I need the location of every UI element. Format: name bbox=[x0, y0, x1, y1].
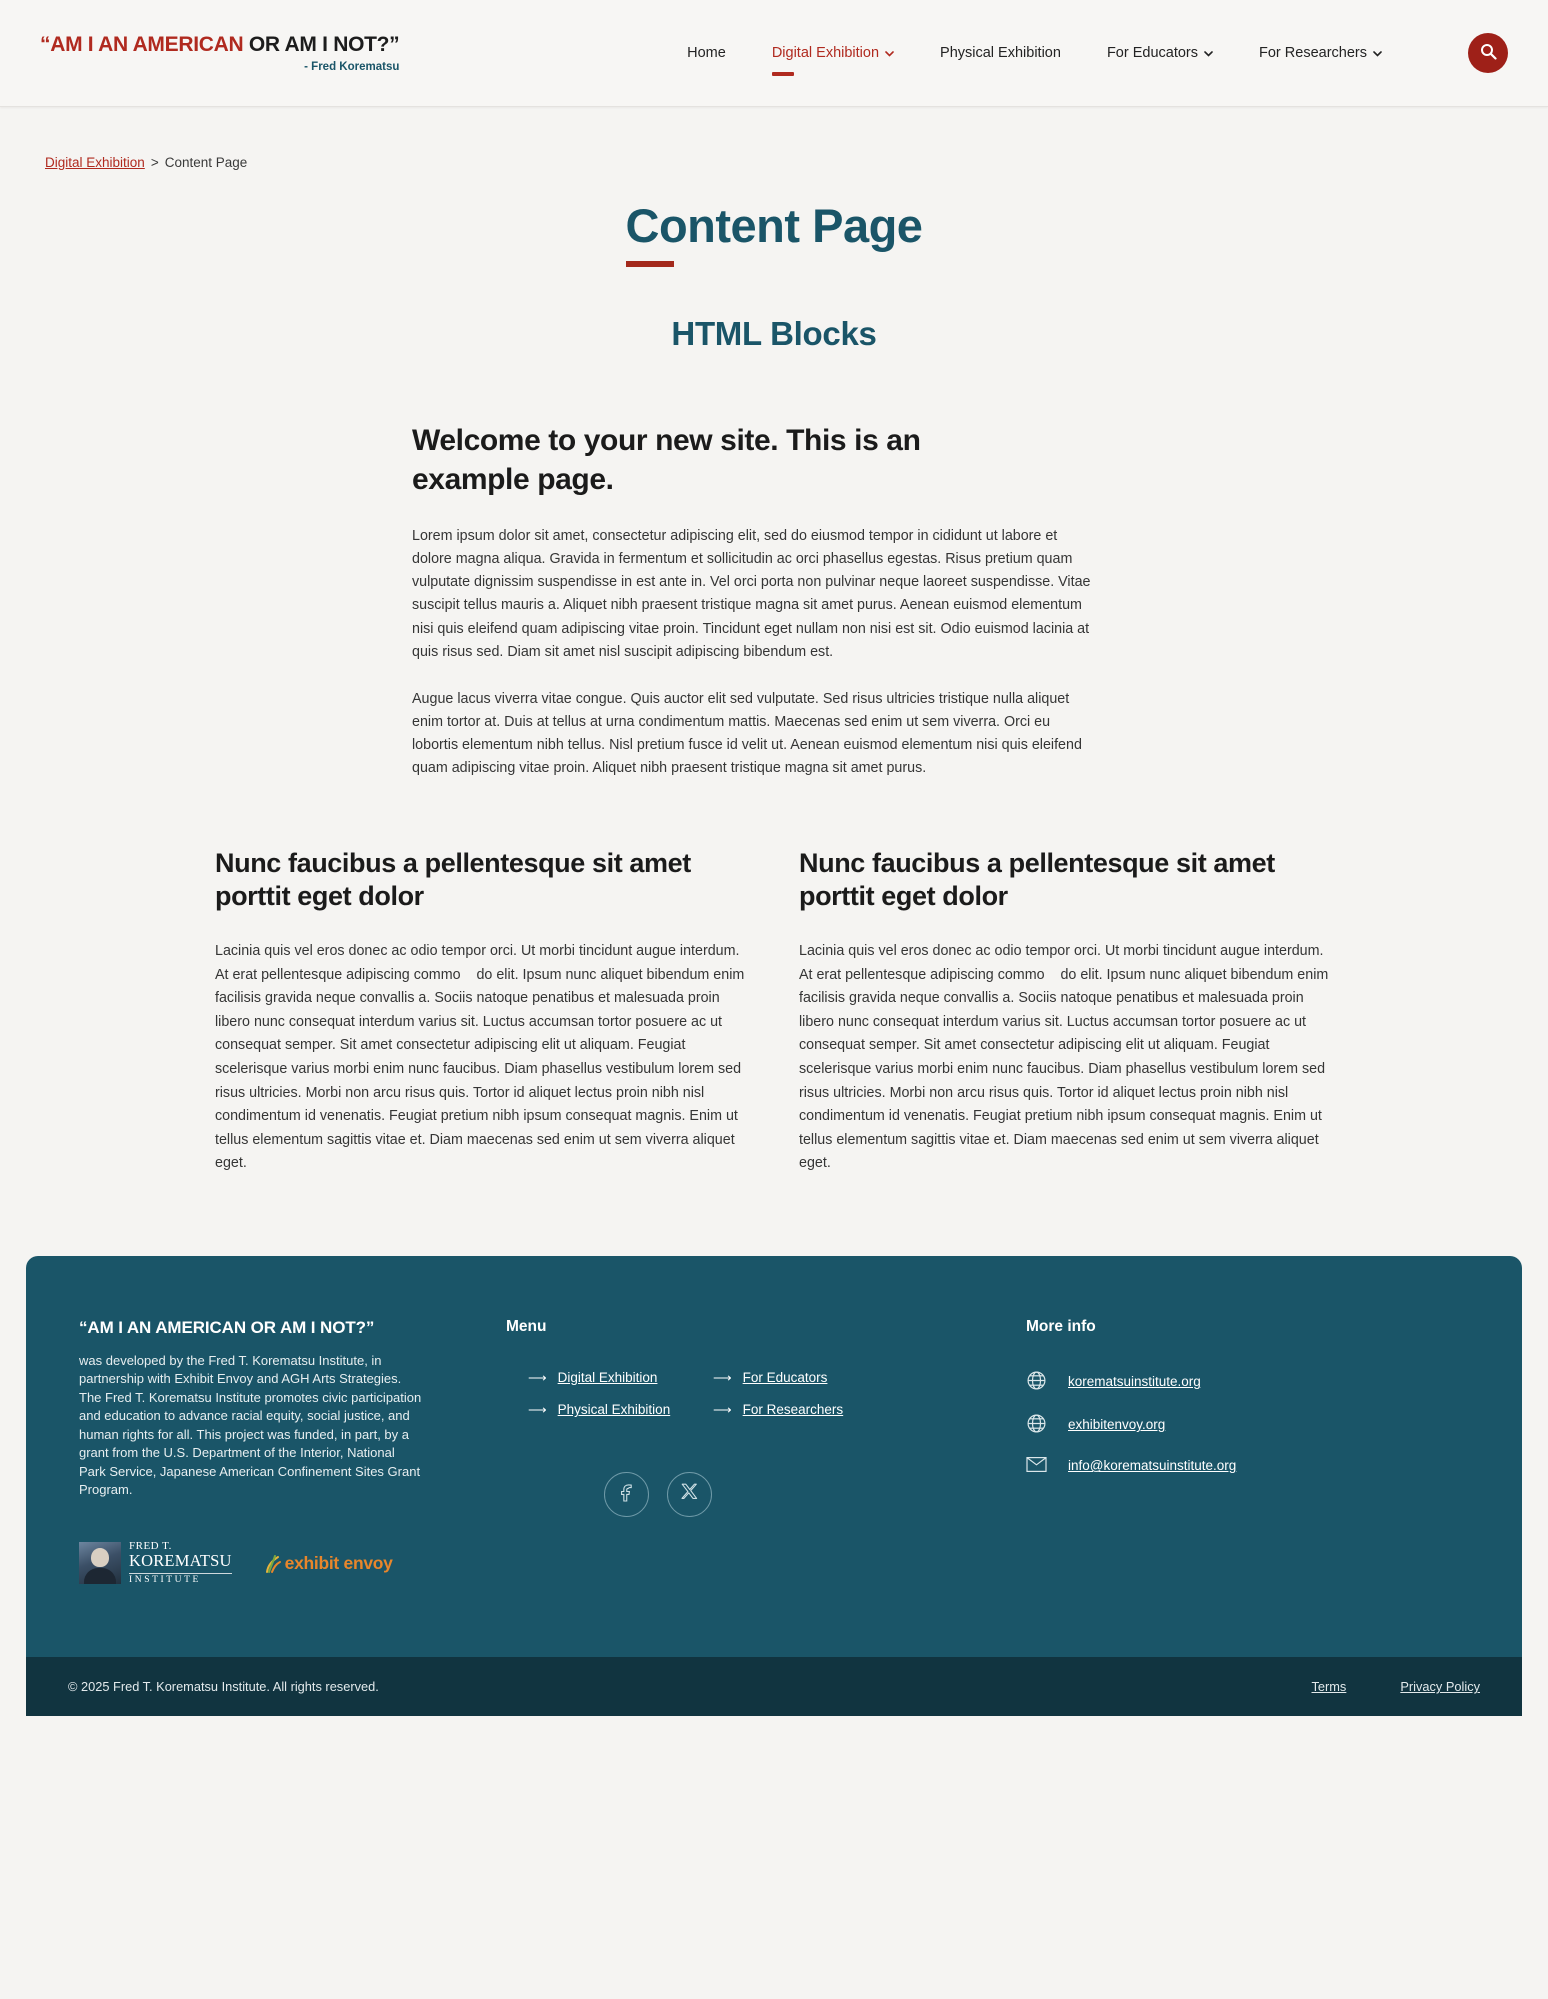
footer-info-label: exhibitenvoy.org bbox=[1068, 1417, 1166, 1433]
footer-menu-subcolumn-1 bbox=[528, 1370, 713, 1418]
nav-item-for-educators[interactable] bbox=[1107, 39, 1213, 67]
page-title-wrapper bbox=[0, 198, 1548, 253]
footer-bottom-bar bbox=[26, 1657, 1522, 1716]
globe-icon bbox=[1026, 1413, 1047, 1437]
breadcrumb bbox=[45, 155, 1548, 170]
site-header bbox=[0, 0, 1548, 107]
footer-quote: “AM I AN AMERICAN OR AM I NOT?” bbox=[79, 1317, 375, 1337]
section-title-html-blocks: HTML Blocks bbox=[671, 315, 877, 352]
footer-partner-logos bbox=[79, 1541, 484, 1585]
exhibit-envoy-logo[interactable] bbox=[264, 1553, 393, 1574]
footer-link-label: Physical Exhibition bbox=[557, 1402, 671, 1418]
column-heading: Nunc faucibus a pellentesque sit amet porttit eget dolor bbox=[215, 847, 691, 912]
privacy-policy-link[interactable]: Privacy Policy bbox=[1400, 1679, 1480, 1695]
footer-columns bbox=[26, 1318, 1522, 1586]
nav-item-label: Physical Exhibition bbox=[940, 45, 1061, 61]
footer-menu-subcolumn-2 bbox=[713, 1370, 898, 1418]
x-twitter-icon bbox=[680, 1482, 699, 1506]
footer-info-list bbox=[1026, 1370, 1494, 1476]
intro-paragraph-2: Augue lacus viverra vitae congue. Quis auctor elit sed vulputate. Sed risus ultricies tristique nulla aliquet enim tortor at. Duis at tellus at urna condimentum mattis. Maecenas sed enim ut sem viverra. Orci eu lobortis elementum nibh tellus. Nisl pretium fusce id velit ut. Aenean euismod elementum nisi quis eleifend quam adipiscing vitae proin. Aliquet nibh praesent tristique magna sit amet purus. bbox=[412, 690, 1082, 777]
arrow-right-icon: ⟶ bbox=[528, 1401, 547, 1417]
column-body: Lacinia quis vel eros donec ac odio tempor orci. Ut morbi tincidunt augue interdum. At erat pellentesque adipiscing commo do elit. Ipsum nunc aliquet bibendum enim facilisis gravida neque convallis a. Sociis natoque penatibus et malesuada proin libero nunc consequat interdum varius sit. Luctus accumsan tortor posuere ac ut consequat semper. Sit amet consectetur adipiscing elit ut aliquam. Feugiat scelerisque varius morbi enim nunc faucibus. Diam phasellus vestibulum lorem sed risus ultricies. Morbi non arcu risus quis. Tortor id aliquet lectus proin nibh nisl condimentum id venenatis. Feugiat pretium nibh ipsum consequat magnis. Enim ut tellus elementum sagittis vitae et. Diam maecenas sed enim ut sem viverra aliquet eget. bbox=[799, 943, 1333, 1172]
content-container bbox=[160, 421, 1388, 1176]
footer-info-label: korematsuinstitute.org bbox=[1068, 1374, 1201, 1390]
intro-paragraph-1: Lorem ipsum dolor sit amet, consectetur adipiscing elit, sed do eiusmod tempor in cididunt ut labore et dolore magna aliqua. Gravida in fermentum et sollicitudin ac orci phasellus egestas. Risus pretium quam vulputate dignissim suspendisse in est ante in. Vel orci porta non pulvinar neque laoreet suspendisse. Vitae suscipit tellus mauris a. Aliquet nibh praesent tristique magna sit amet purus. Aenean euismod elementum nisi quis eleifend quam adipiscing vitae proin. Tincidunt eget nullam non nisi est sit. Odio euismod lacinia at quis risus sed. Diam sit amet nisl suscipit adipiscing bibendum est. bbox=[412, 528, 1091, 660]
column-heading: Nunc faucibus a pellentesque sit amet porttit eget dolor bbox=[799, 847, 1275, 912]
intro-block bbox=[160, 421, 1388, 781]
facebook-link[interactable] bbox=[604, 1472, 649, 1517]
korematsu-logo-line2: KOREMATSU bbox=[129, 1551, 232, 1571]
footer-link-label: For Researchers bbox=[742, 1402, 844, 1418]
page-title: Content Page bbox=[625, 199, 923, 252]
terms-link[interactable]: Terms bbox=[1311, 1679, 1347, 1695]
footer-social-links bbox=[506, 1472, 1004, 1517]
footer-link-physical-exhibition[interactable] bbox=[528, 1402, 713, 1418]
main-content bbox=[0, 198, 1548, 1176]
search-button[interactable] bbox=[1468, 33, 1508, 73]
footer-link-label: Digital Exhibition bbox=[557, 1370, 658, 1386]
footer-link-for-educators[interactable] bbox=[713, 1370, 898, 1386]
footer-about-column bbox=[54, 1318, 484, 1586]
main-navigation bbox=[687, 33, 1508, 73]
korematsu-logo-line3: INSTITUTE bbox=[129, 1573, 232, 1586]
chevron-down-icon bbox=[1373, 50, 1382, 59]
site-logo[interactable] bbox=[40, 33, 399, 73]
korematsu-logo-line1: FRED T. bbox=[129, 1540, 172, 1553]
nav-item-label: For Educators bbox=[1106, 45, 1199, 61]
search-icon bbox=[1480, 43, 1497, 63]
content-column-left bbox=[215, 847, 749, 1176]
logo-quote-red: “AM I AN AMERICAN bbox=[40, 32, 244, 56]
footer-menu-column bbox=[484, 1318, 1004, 1586]
footer-about-text: was developed by the Fred T. Korematsu Institute, in partnership with Exhibit Envoy and AGH Arts Strategies. The Fred T. Korematsu Institute promotes civic participation and education to advance racial equity, social justice, and human rights for all. This project was funded, in part, by a grant from the U.S. Department of the Interior, National Park Service, Japanese American Confinement Sites Grant Program. bbox=[79, 1352, 422, 1498]
breadcrumb-separator: > bbox=[150, 155, 159, 170]
footer-legal-links bbox=[1312, 1679, 1481, 1694]
arrow-right-icon: ⟶ bbox=[528, 1369, 547, 1385]
intro-heading: Welcome to your new site. This is an example page. bbox=[412, 424, 921, 496]
breadcrumb-link-digital-exhibition[interactable]: Digital Exhibition bbox=[45, 155, 145, 170]
korematsu-portrait-icon bbox=[79, 1542, 121, 1584]
footer-info-website-envoy[interactable] bbox=[1026, 1413, 1494, 1437]
footer-menu-grid bbox=[506, 1370, 1004, 1418]
arrow-right-icon: ⟶ bbox=[713, 1401, 732, 1417]
nav-item-label: For Researchers bbox=[1259, 45, 1367, 61]
footer-info-column bbox=[1004, 1318, 1494, 1586]
exhibit-envoy-logo-text: exhibit envoy bbox=[284, 1552, 393, 1573]
footer-link-label: For Educators bbox=[742, 1370, 828, 1386]
footer-info-email[interactable] bbox=[1026, 1456, 1494, 1476]
two-column-section bbox=[160, 847, 1388, 1176]
footer-link-digital-exhibition[interactable] bbox=[528, 1370, 713, 1386]
footer-info-label: info@korematsuinstitute.org bbox=[1068, 1458, 1237, 1474]
korematsu-logo-text bbox=[129, 1541, 232, 1585]
copyright-text: © 2025 Fred T. Korematsu Institute. All rights reserved. bbox=[68, 1679, 379, 1695]
footer-link-for-researchers[interactable] bbox=[713, 1402, 898, 1418]
nav-item-physical-exhibition[interactable] bbox=[940, 39, 1061, 67]
nav-item-home[interactable] bbox=[687, 39, 726, 67]
arrow-right-icon: ⟶ bbox=[713, 1369, 732, 1385]
logo-quote bbox=[40, 33, 399, 56]
footer-info-title: More info bbox=[1026, 1317, 1096, 1335]
chevron-down-icon bbox=[885, 50, 894, 59]
envelope-icon bbox=[1026, 1456, 1047, 1476]
nav-item-digital-exhibition[interactable] bbox=[772, 39, 894, 67]
column-body: Lacinia quis vel eros donec ac odio tempor orci. Ut morbi tincidunt augue interdum. At erat pellentesque adipiscing commo do elit. Ipsum nunc aliquet bibendum enim facilisis gravida neque convallis a. Sociis natoque penatibus et malesuada proin libero nunc consequat interdum varius sit. Luctus accumsan tortor posuere ac ut consequat semper. Sit amet consectetur adipiscing elit ut aliquam. Feugiat scelerisque varius morbi enim nunc faucibus. Diam phasellus vestibulum lorem sed risus ultricies. Morbi non arcu risus quis. Tortor id aliquet lectus proin nibh nisl condimentum id venenatis. Feugiat pretium nibh ipsum consequat magnis. Enim ut tellus elementum sagittis vitae et. Diam maecenas sed enim ut sem viverra aliquet eget. bbox=[215, 943, 749, 1172]
footer-info-website-korematsu[interactable] bbox=[1026, 1370, 1494, 1394]
nav-item-for-researchers[interactable] bbox=[1259, 39, 1382, 67]
chevron-down-icon bbox=[1204, 50, 1213, 59]
nav-item-label: Digital Exhibition bbox=[771, 45, 880, 61]
envoy-sunburst-icon bbox=[264, 1554, 282, 1574]
logo-quote-dark: OR AM I NOT?” bbox=[248, 32, 400, 56]
facebook-icon bbox=[617, 1482, 637, 1507]
korematsu-institute-logo[interactable] bbox=[79, 1541, 232, 1585]
globe-icon bbox=[1026, 1370, 1047, 1394]
logo-attribution: - Fred Korematsu bbox=[304, 61, 400, 74]
breadcrumb-current: Content Page bbox=[164, 155, 248, 170]
nav-item-label: Home bbox=[687, 45, 726, 61]
footer-menu-title: Menu bbox=[506, 1317, 547, 1335]
content-column-right bbox=[799, 847, 1333, 1176]
site-footer bbox=[26, 1256, 1522, 1717]
x-twitter-link[interactable] bbox=[667, 1472, 712, 1517]
